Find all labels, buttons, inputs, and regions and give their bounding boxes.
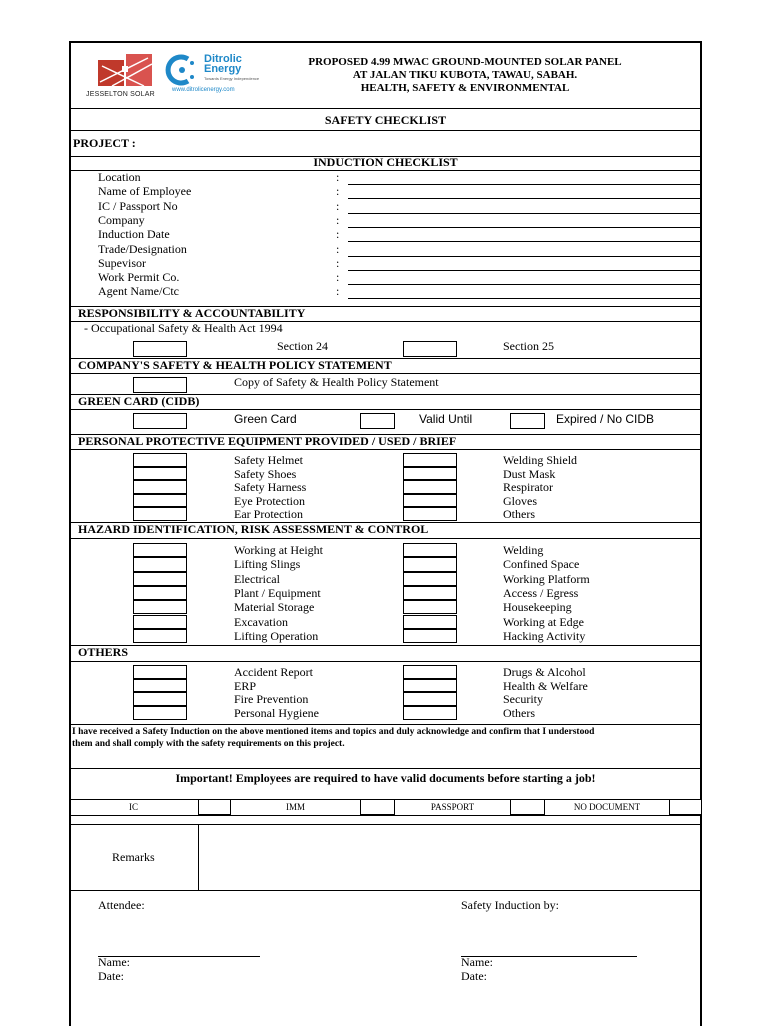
hazard-right-checkbox[interactable] xyxy=(403,615,457,629)
hazard-left-checkbox[interactable] xyxy=(133,586,187,600)
others-left-checkbox[interactable] xyxy=(133,692,187,706)
hazard-left-item: Lifting Operation xyxy=(234,628,319,643)
ppe-right-checkbox[interactable] xyxy=(403,507,457,521)
hazard-right-checkbox[interactable] xyxy=(403,543,457,557)
section25-checkbox[interactable] xyxy=(403,341,457,357)
doc-ic-label: IC xyxy=(129,802,138,812)
hazard-right-item: Welding xyxy=(503,543,544,557)
induction-title: INDUCTION CHECKLIST xyxy=(313,155,458,169)
divider xyxy=(69,724,702,725)
attendee-date-label: Date: xyxy=(98,969,124,983)
hazard-left-checkbox[interactable] xyxy=(133,615,187,629)
doc-ic-checkbox[interactable] xyxy=(198,799,231,815)
hazard-left-item: Material Storage xyxy=(234,600,315,615)
section25-label: Section 25 xyxy=(503,339,554,353)
important-notice: Important! Employees are required to have valid documents before starting a job! xyxy=(175,771,596,785)
ppe-right-item: Others xyxy=(503,507,535,521)
ppe-left-item: Safety Harness xyxy=(234,480,307,494)
valid-until-label: Valid Until xyxy=(419,412,473,426)
divider xyxy=(69,768,702,769)
induction-input-line[interactable] xyxy=(348,270,702,271)
others-left-item: Accident Report xyxy=(234,665,313,679)
ppe-right-item: Dust Mask xyxy=(503,466,556,481)
hazard-left-item: Electrical xyxy=(234,571,280,586)
hazard-right-item: Working at Edge xyxy=(503,614,585,629)
divider xyxy=(69,890,702,891)
ppe-left-item: Safety Helmet xyxy=(234,453,303,467)
induction-colon: : xyxy=(336,198,340,213)
ppe-left-checkbox[interactable] xyxy=(133,453,187,467)
induction-colon: : xyxy=(336,241,340,256)
inducted-by-label: Safety Induction by: xyxy=(461,898,559,912)
hazard-title: HAZARD IDENTIFICATION, RISK ASSESSMENT & CONTROL xyxy=(78,522,429,536)
green-card-checkbox[interactable] xyxy=(133,413,187,429)
induction-input-line[interactable] xyxy=(348,213,702,214)
others-left-item: ERP xyxy=(234,678,257,693)
hazard-left-checkbox[interactable] xyxy=(133,572,187,586)
others-right-checkbox[interactable] xyxy=(403,679,457,693)
declaration-line1: I have received a Safety Induction on the above mentioned items and topics and duly acknowledge and confirm that I understood xyxy=(72,727,595,737)
form-title: SAFETY CHECKLIST xyxy=(324,113,447,127)
hazard-left-checkbox[interactable] xyxy=(133,600,187,614)
induction-field-label: Company xyxy=(98,212,145,227)
policy-title: COMPANY'S SAFETY & HEALTH POLICY STATEMENT xyxy=(78,358,392,372)
divider xyxy=(69,449,702,450)
induction-colon: : xyxy=(336,227,340,242)
induction-input-line[interactable] xyxy=(348,184,702,185)
induction-field-label: Name of Employee xyxy=(98,184,192,199)
ppe-right-item: Gloves xyxy=(503,493,537,508)
logo2-url: www.ditrolicenergy.com xyxy=(172,87,235,93)
osha-act: - Occupational Safety & Health Act 1994 xyxy=(84,321,283,335)
doc-none-label: NO DOCUMENT xyxy=(573,802,641,812)
others-left-checkbox[interactable] xyxy=(133,706,187,720)
ppe-left-item: Safety Shoes xyxy=(234,466,297,481)
induction-input-line[interactable] xyxy=(348,284,702,285)
hazard-right-checkbox[interactable] xyxy=(403,572,457,586)
hazard-right-item: Confined Space xyxy=(503,557,580,572)
policy-item: Copy of Safety & Health Policy Statement xyxy=(234,375,439,389)
declaration-line2: them and shall comply with the safety requirements on this project. xyxy=(72,739,345,749)
others-left-item: Personal Hygiene xyxy=(234,706,319,721)
divider xyxy=(69,538,702,539)
logo1-text: JESSELTON SOLAR xyxy=(86,91,155,98)
doc-passport-checkbox[interactable] xyxy=(510,799,545,815)
divider xyxy=(69,815,702,816)
doc-none-checkbox[interactable] xyxy=(669,799,702,815)
divider xyxy=(69,108,702,109)
logo2-name-line1: Ditrolic xyxy=(204,53,242,65)
section24-checkbox[interactable] xyxy=(133,341,187,357)
induction-field-label: Trade/Designation xyxy=(98,241,187,256)
ppe-right-item: Welding Shield xyxy=(503,453,578,467)
induction-colon: : xyxy=(336,184,340,199)
hazard-right-checkbox[interactable] xyxy=(403,557,457,571)
others-right-item: Drugs & Alcohol xyxy=(503,665,586,679)
valid-until-checkbox[interactable] xyxy=(360,413,395,429)
hazard-left-item: Working at Height xyxy=(234,543,324,557)
header-title-line3: HEALTH, SAFETY & ENVIRONMENTAL xyxy=(360,82,570,94)
inducted-date-label: Date: xyxy=(461,969,487,983)
ppe-title: PERSONAL PROTECTIVE EQUIPMENT PROVIDED / USED / BRIEF xyxy=(78,434,457,448)
induction-field-label: Work Permit Co. xyxy=(98,270,180,285)
expired-checkbox[interactable] xyxy=(510,413,545,429)
ppe-right-item: Respirator xyxy=(503,480,553,494)
attendee-label: Attendee: xyxy=(98,898,145,912)
others-right-item: Others xyxy=(503,706,535,721)
doc-imm-checkbox[interactable] xyxy=(360,799,395,815)
divider xyxy=(69,373,702,374)
induction-colon: : xyxy=(336,270,340,285)
ppe-right-checkbox[interactable] xyxy=(403,453,457,467)
header-title-line1: PROPOSED 4.99 MWAC GROUND-MOUNTED SOLAR PANEL xyxy=(308,56,622,68)
hazard-left-item: Plant / Equipment xyxy=(234,585,321,600)
ppe-right-checkbox[interactable] xyxy=(403,494,457,508)
green-card-title: GREEN CARD (CIDB) xyxy=(78,394,200,408)
divider xyxy=(69,661,702,662)
induction-input-line[interactable] xyxy=(348,198,702,199)
hazard-left-checkbox[interactable] xyxy=(133,557,187,571)
ppe-left-checkbox[interactable] xyxy=(133,507,187,521)
induction-field-label: Supevisor xyxy=(98,255,146,270)
induction-colon: : xyxy=(336,170,340,184)
ppe-left-checkbox[interactable] xyxy=(133,480,187,494)
responsibility-title: RESPONSIBILITY & ACCOUNTABILITY xyxy=(78,306,306,320)
hazard-right-checkbox[interactable] xyxy=(403,600,457,614)
project-label: PROJECT : xyxy=(73,136,136,150)
others-left-checkbox[interactable] xyxy=(133,665,187,679)
others-right-checkbox[interactable] xyxy=(403,665,457,679)
divider xyxy=(69,409,702,410)
induction-field-label: Agent Name/Ctc xyxy=(98,284,179,299)
ppe-left-checkbox[interactable] xyxy=(133,494,187,508)
divider xyxy=(69,645,702,646)
others-right-item: Health & Welfare xyxy=(503,678,588,693)
induction-input-line[interactable] xyxy=(348,256,702,257)
ppe-left-checkbox[interactable] xyxy=(133,467,187,481)
hazard-left-checkbox[interactable] xyxy=(133,543,187,557)
doc-passport-label: PASSPORT xyxy=(430,802,475,812)
logo2-tagline: Towards Energy Independence xyxy=(204,76,260,81)
others-title: OTHERS xyxy=(78,645,129,659)
inducted-name-label: Name: xyxy=(461,955,493,969)
policy-checkbox[interactable] xyxy=(133,377,187,393)
section24-label: Section 24 xyxy=(277,339,328,353)
hazard-left-checkbox[interactable] xyxy=(133,629,187,643)
ppe-left-item: Ear Protection xyxy=(234,507,303,521)
hazard-left-item: Excavation xyxy=(234,614,288,629)
induction-colon: : xyxy=(336,284,340,299)
induction-input-line[interactable] xyxy=(348,241,702,242)
induction-input-line[interactable] xyxy=(348,298,702,299)
induction-colon: : xyxy=(336,255,340,270)
others-right-checkbox[interactable] xyxy=(403,706,457,720)
others-right-item: Security xyxy=(503,692,543,707)
hazard-right-item: Housekeeping xyxy=(503,600,572,615)
divider xyxy=(69,130,702,131)
ppe-right-checkbox[interactable] xyxy=(403,467,457,481)
induction-colon: : xyxy=(336,212,340,227)
hazard-left-item: Lifting Slings xyxy=(234,557,301,572)
others-right-checkbox[interactable] xyxy=(403,692,457,706)
hazard-right-item: Access / Egress xyxy=(503,585,579,600)
logo2-name-line2: Energy xyxy=(204,63,242,75)
hazard-right-checkbox[interactable] xyxy=(403,629,457,643)
others-left-checkbox[interactable] xyxy=(133,679,187,693)
induction-input-line[interactable] xyxy=(348,227,702,228)
induction-field-label: Location xyxy=(98,170,141,184)
doc-imm-label: IMM xyxy=(285,802,305,812)
header-title-line2: AT JALAN TIKU KUBOTA, TAWAU, SABAH. xyxy=(352,69,578,81)
green-card-label: Green Card xyxy=(234,412,297,426)
ditrolic-energy-logo xyxy=(160,50,270,98)
jesselton-solar-logo xyxy=(86,52,164,100)
attendee-name-label: Name: xyxy=(98,955,130,969)
hazard-right-checkbox[interactable] xyxy=(403,586,457,600)
ppe-right-checkbox[interactable] xyxy=(403,480,457,494)
hazard-right-item: Working Platform xyxy=(503,571,590,586)
induction-field-label: Induction Date xyxy=(98,227,170,242)
others-left-item: Fire Prevention xyxy=(234,692,309,707)
expired-label: Expired / No CIDB xyxy=(556,412,655,426)
remarks-label: Remarks xyxy=(112,850,155,864)
ppe-left-item: Eye Protection xyxy=(234,493,305,508)
divider xyxy=(69,170,702,171)
hazard-right-item: Hacking Activity xyxy=(503,628,586,643)
remarks-field[interactable] xyxy=(199,825,701,889)
induction-field-label: IC / Passport No xyxy=(98,198,178,213)
